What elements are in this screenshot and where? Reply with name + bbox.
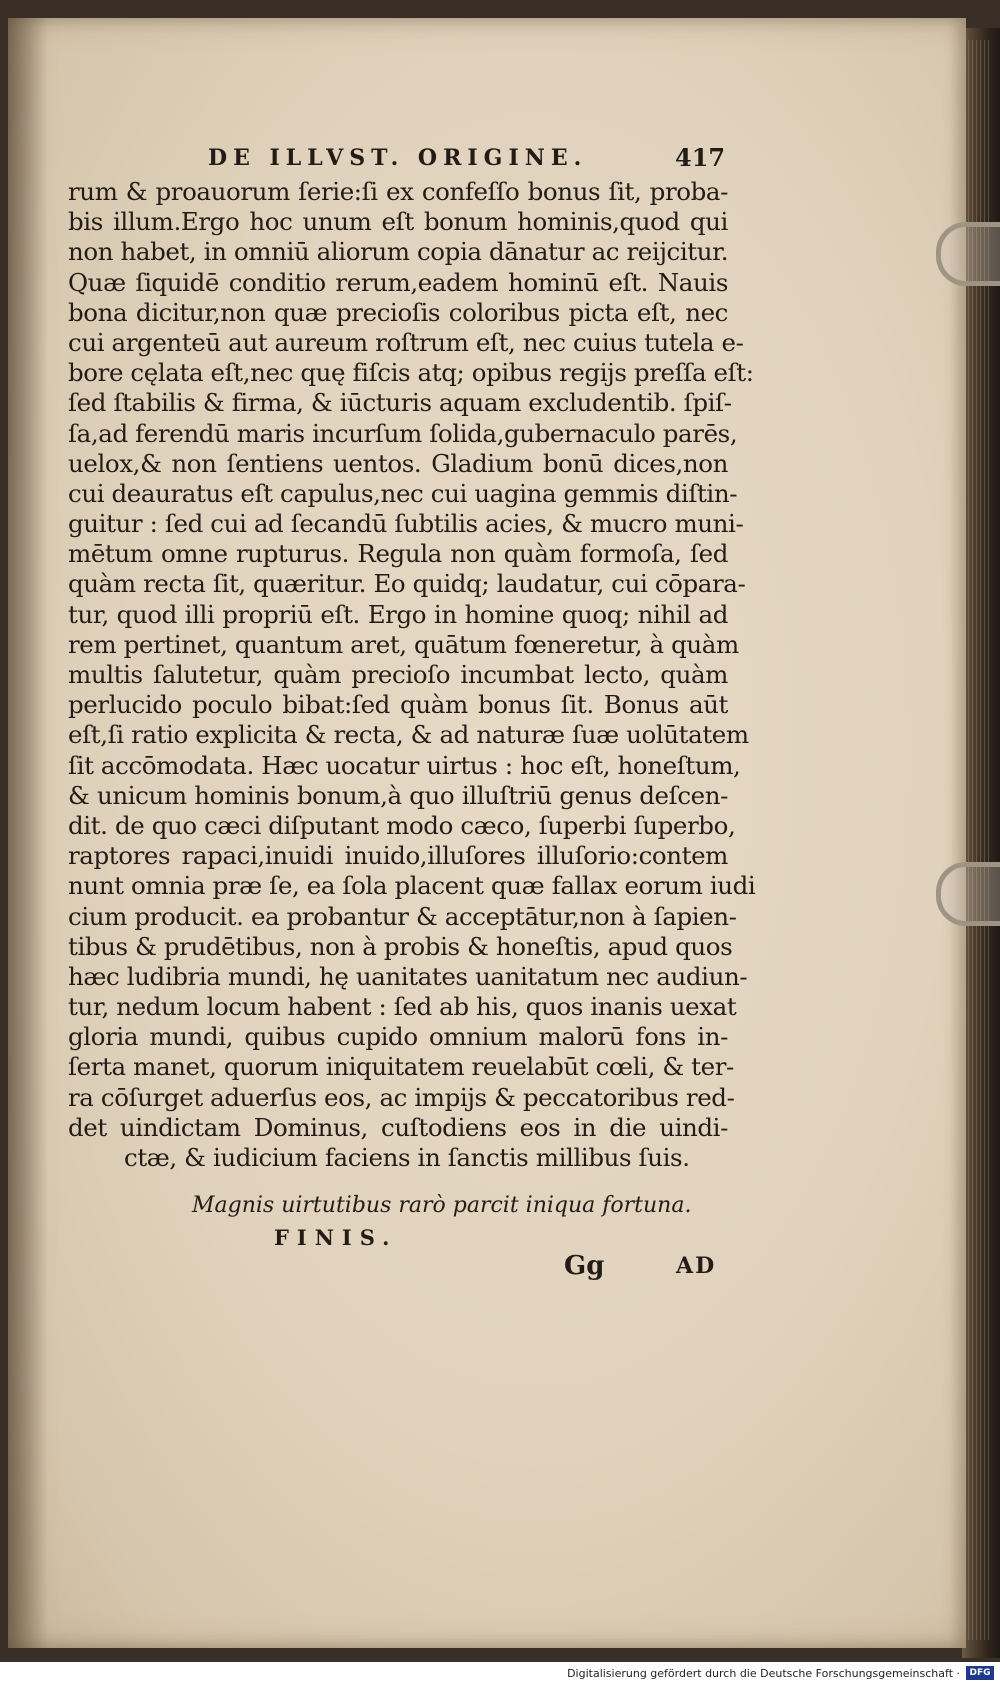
text-line: bona dicitur,non quæ precioſis coloribus picta eſt, nec: [68, 297, 728, 327]
book-clasp-top: [936, 222, 1000, 286]
text-line: & unicum hominis bonum,à quo illuſtriū genus deſcen-: [68, 780, 728, 810]
text-line: det uindictam Dominus, cuſtodiens eos in die uindi-: [68, 1112, 728, 1142]
text-line: non habet, in omniū aliorum copia dānatur ac reijcitur.: [68, 237, 729, 267]
text-line: eſt,ſi ratio explicita & recta, & ad naturæ ſuæ uolūtatem: [68, 720, 749, 750]
text-line: ſa,ad ferendū maris incurſum ſolida,gubernaculo parēs,: [68, 418, 738, 448]
text-line: ra cōſurget aduerſus eos, ac impijs & peccatoribus red-: [68, 1082, 735, 1112]
text-line: tibus & prudētibus, non à probis & honeſtis, apud quos: [68, 931, 733, 961]
text-line: perlucido poculo bibat:ſed quàm bonus ſit. Bonus aūt: [68, 690, 728, 720]
text-line: raptores rapaci,inuidi inuido,illuſores illuſorio:contem: [68, 841, 728, 871]
text-line: bore cęlata eſt,nec quę fiſcis atq; opibus regijs preſſa eſt:: [68, 358, 754, 388]
text-line: cui deauratus eſt capulus,nec cui uagina gemmis diſtin-: [68, 478, 738, 508]
text-line: cium producit. ea probantur & acceptātur,non à ſapien-: [68, 901, 737, 931]
text-line: uelox,& non ſentiens uentos. Gladium bonū dices,non: [68, 448, 728, 478]
catchword: AD: [676, 1253, 717, 1279]
text-line: ſed ſtabilis & firma, & iūcturis aquam excludentib. ſpiſ-: [68, 388, 732, 418]
page-number: 417: [675, 143, 726, 172]
gutter-shadow: [8, 18, 48, 1648]
dfg-logo: DFG: [966, 1666, 994, 1680]
text-line: dit. de quo cæci diſputant modo cæco, ſuperbi ſuperbo,: [68, 810, 736, 840]
book-clasp-bottom: [936, 862, 1000, 926]
text-line: nunt omnia præ ſe, ea ſola placent quæ fallax eorum iudi: [68, 871, 756, 901]
text-line: tur, quod illi propriū eſt. Ergo in homine quoq; nihil ad: [68, 599, 728, 629]
text-line: ſit accōmodata. Hæc uocatur uirtus : hoc eſt, honeſtum,: [68, 750, 741, 780]
text-line: mētum omne rupturus. Regula non quàm formoſa, ſed: [68, 539, 728, 569]
signature-mark: Gg: [564, 1251, 605, 1281]
text-line: rem pertinet, quantum aret, quātum fœneretur, à quàm: [68, 629, 739, 659]
finis: FINIS.: [274, 1225, 398, 1250]
text-line: bis illum.Ergo hoc unum eſt bonum hominis,quod qui: [68, 207, 728, 237]
running-head: [68, 141, 728, 181]
text-line: Quæ ſiquidē conditio rerum,eadem hominū eſt. Nauis: [68, 267, 728, 297]
text-line: hæc ludibria mundi, hę uanitates uanitatum nec audiun-: [68, 961, 748, 991]
text-line: ſerta manet, quorum iniquitatem reuelabūt cœli, & ter-: [68, 1052, 734, 1082]
text-line: quàm recta ſit, quæritur. Eo quidq; laudatur, cui cōpara-: [68, 569, 746, 599]
text-line: cui argenteū aut aureum roſtrum eſt, nec cuius tutela e-: [68, 327, 744, 357]
footer-bar: [0, 1662, 1000, 1687]
funding-credit: Digitalisierung gefördert durch die Deutsche Forschungsgemeinschaft ·: [567, 1667, 960, 1680]
text-line: multis ſalutetur, quàm precioſo incumbat lecto, quàm: [68, 660, 728, 689]
text-line: tur, nedum locum habent : ſed ab his, quos inanis uexat: [68, 992, 737, 1022]
text-line: guitur : ſed cui ad ſecandū ſubtilis acies, & mucro muni-: [68, 509, 744, 539]
text-line: gloria mundi, quibus cupido omnium malorū fons in-: [68, 1022, 728, 1052]
text-line: rum & proauorum ſerie:ſi ex confeſſo bonus ſit, proba-: [68, 177, 728, 206]
running-head-title: DE ILLVST. ORIGINE.: [208, 145, 588, 171]
motto: Magnis uirtutibus rarò parcit iniqua fortuna.: [192, 1193, 692, 1218]
body-text: [68, 177, 756, 1173]
text-line: ctæ, & iudicium faciens in ſanctis millibus ſuis.: [124, 1143, 690, 1172]
